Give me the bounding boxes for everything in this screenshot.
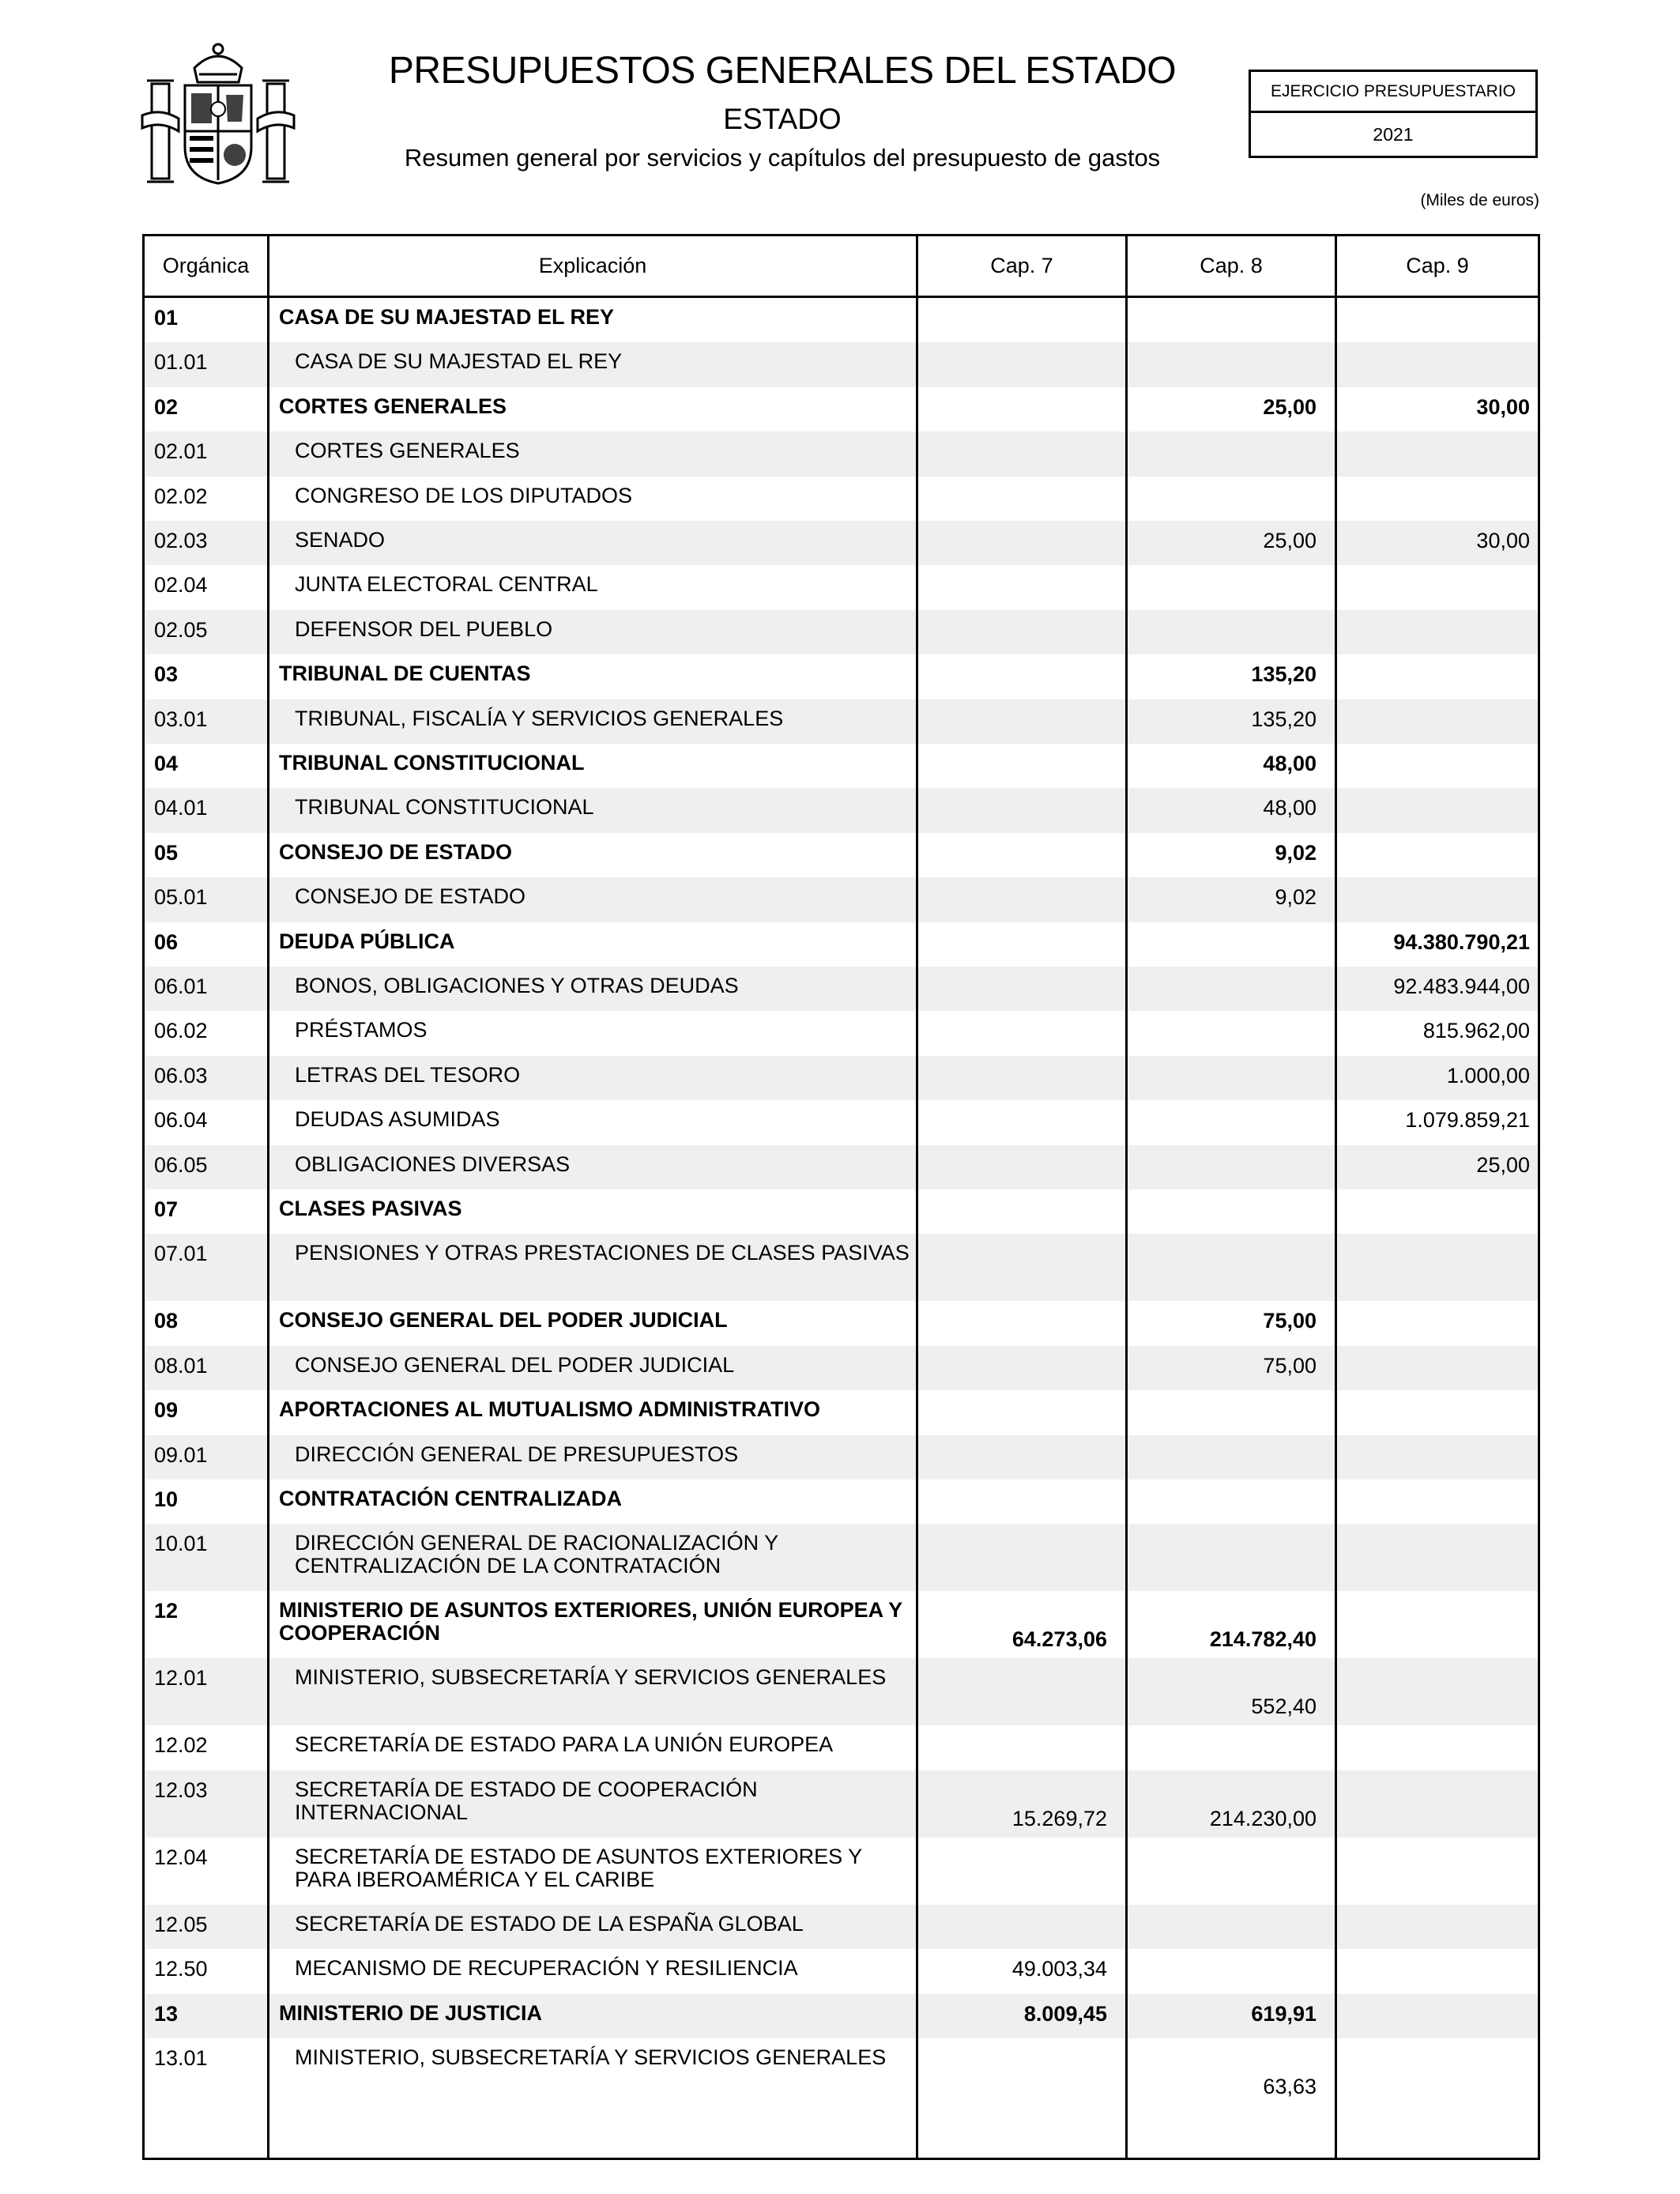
row-explanation: CORTES GENERALES [295, 439, 520, 463]
row-explanation: MINISTERIO, SUBSECRETARÍA Y SERVICIOS GENERALES [295, 2045, 887, 2069]
row-code: 06.05 [154, 1152, 208, 1177]
row-code: 05 [154, 840, 179, 865]
column-header-organica: Orgánica [162, 254, 250, 277]
row-explanation: CORTES GENERALES [279, 394, 507, 418]
row-explanation: MINISTERIO DE ASUNTOS EXTERIORES, UNIÓN EUROPEA Y COOPERACIÓN [279, 1598, 902, 1646]
table-body [145, 298, 1538, 2158]
column-divider [1335, 236, 1337, 2158]
row-explanation: BONOS, OBLIGACIONES Y OTRAS DEUDAS [295, 974, 739, 997]
row-code: 02 [154, 394, 179, 419]
row-explanation: MINISTERIO DE JUSTICIA [279, 2000, 543, 2025]
row-code: 13 [154, 2001, 179, 2026]
table-row [145, 1011, 1538, 1055]
row-code: 06 [154, 929, 179, 954]
table-row [145, 1905, 1538, 1949]
row-cap9-value: 815.962,00 [1422, 1019, 1530, 1043]
row-code: 02.03 [154, 529, 208, 552]
table-row [145, 788, 1538, 832]
row-code: 01.01 [154, 350, 208, 375]
row-explanation: OBLIGACIONES DIVERSAS [295, 1152, 571, 1176]
row-explanation: DIRECCIÓN GENERAL DE RACIONALIZACIÓN Y CENTRALIZACIÓN DE LA CONTRATACIÓN [295, 1531, 778, 1578]
row-explanation: SECRETARÍA DE ESTADO DE LA ESPAÑA GLOBAL [295, 1911, 804, 1936]
table-row [145, 1189, 1538, 1234]
row-code: 13.01 [154, 2046, 208, 2070]
fiscal-year-box [1249, 70, 1538, 158]
table-row [145, 922, 1538, 967]
row-code: 08.01 [154, 1353, 208, 1378]
row-code: 05.01 [154, 885, 208, 910]
row-code: 10 [154, 1487, 179, 1511]
table-row [145, 565, 1538, 609]
row-explanation: CASA DE SU MAJESTAD EL REY [279, 305, 615, 329]
table-row [145, 1480, 1538, 1524]
row-explanation: CASA DE SU MAJESTAD EL REY [295, 349, 623, 374]
row-cap9-value: 92.483.944,00 [1393, 974, 1530, 998]
row-code: 07.01 [154, 1242, 208, 1266]
table-header [145, 236, 1538, 298]
row-code: 12.03 [154, 1777, 208, 1802]
row-cap9-value: 1.079.859,21 [1405, 1108, 1530, 1133]
column-divider [1125, 236, 1128, 2158]
row-code: 02.02 [154, 484, 208, 508]
row-explanation: LETRAS DEL TESORO [295, 1062, 521, 1087]
row-cap8-value: 48,00 [1263, 752, 1317, 775]
document-description: Resumen general por servicios y capítulos del presupuesto de gastos [404, 144, 1161, 172]
table-row [145, 1346, 1538, 1390]
table-row [145, 877, 1538, 922]
row-cap7-value: 8.009,45 [1023, 2001, 1107, 2026]
column-header-cap8: Cap. 8 [1200, 254, 1263, 277]
column-header-cap9: Cap. 9 [1406, 254, 1469, 277]
row-code: 10.01 [154, 1532, 208, 1556]
fiscal-year-label: EJERCICIO PRESUPUESTARIO [1251, 72, 1535, 113]
table-row [145, 654, 1538, 699]
row-explanation: DIRECCIÓN GENERAL DE PRESUPUESTOS [295, 1442, 739, 1466]
row-code: 02.01 [154, 439, 208, 464]
table-row [145, 298, 1538, 342]
row-code: 07 [154, 1197, 179, 1221]
table-row [145, 1056, 1538, 1100]
row-cap8-value: 25,00 [1263, 529, 1317, 552]
table-row [145, 2038, 1538, 2105]
row-explanation: SENADO [295, 528, 386, 552]
table-row [145, 1725, 1538, 1770]
table-row [145, 1770, 1538, 1838]
row-explanation: CONSEJO GENERAL DEL PODER JUDICIAL [279, 1308, 728, 1333]
row-code: 09 [154, 1398, 179, 1423]
row-explanation: DEFENSOR DEL PUEBLO [295, 616, 553, 641]
row-explanation: SECRETARÍA DE ESTADO PARA LA UNIÓN EUROPEA [295, 1732, 834, 1757]
row-cap7-value: 49.003,34 [1011, 1957, 1107, 1981]
row-cap7-value: 64.273,06 [1011, 1627, 1107, 1652]
document-subtitle: ESTADO [723, 103, 842, 135]
row-explanation: CONSEJO DE ESTADO [295, 884, 526, 909]
row-cap9-value: 94.380.790,21 [1393, 929, 1530, 954]
table-row [145, 610, 1538, 654]
row-cap9-value: 30,00 [1476, 394, 1530, 419]
row-code: 02.05 [154, 617, 208, 642]
row-code: 12.02 [154, 1733, 208, 1758]
row-explanation: TRIBUNAL CONSTITUCIONAL [279, 751, 585, 775]
table-row [145, 477, 1538, 521]
row-cap7-value: 15.269,72 [1011, 1806, 1107, 1830]
row-explanation: JUNTA ELECTORAL CENTRAL [295, 572, 598, 597]
row-explanation: SECRETARÍA DE ESTADO DE COOPERACIÓN INTERNACIONAL [295, 1777, 758, 1824]
row-cap8-value: 9,02 [1275, 840, 1317, 865]
row-code: 06.01 [154, 974, 208, 998]
row-cap8-value: 214.230,00 [1209, 1806, 1317, 1830]
row-cap9-value: 30,00 [1476, 529, 1530, 552]
row-explanation: CLASES PASIVAS [279, 1197, 462, 1220]
table-row [145, 1145, 1538, 1189]
table-row [145, 1994, 1538, 2038]
row-cap8-value: 25,00 [1263, 394, 1317, 419]
row-code: 04 [154, 752, 179, 775]
budget-table [142, 234, 1540, 2160]
row-cap9-value: 1.000,00 [1446, 1063, 1530, 1088]
row-explanation: DEUDAS ASUMIDAS [295, 1107, 500, 1132]
table-row [145, 1658, 1538, 1725]
row-explanation: PENSIONES Y OTRAS PRESTACIONES DE CLASES PASIVAS [295, 1241, 910, 1265]
row-cap9-value: 25,00 [1476, 1152, 1530, 1177]
table-row [145, 1390, 1538, 1434]
fiscal-year-value: 2021 [1373, 124, 1414, 145]
column-divider [916, 236, 918, 2158]
row-cap8-value: 63,63 [1263, 2075, 1317, 2098]
table-row [145, 1591, 1538, 1658]
row-explanation: CONSEJO DE ESTADO [279, 839, 513, 864]
row-explanation: TRIBUNAL DE CUENTAS [279, 662, 531, 686]
row-explanation: MECANISMO DE RECUPERACIÓN Y RESILIENCIA [295, 1956, 798, 1981]
row-code: 12.05 [154, 1912, 208, 1936]
row-code: 06.04 [154, 1108, 208, 1133]
column-header-cap7: Cap. 7 [990, 254, 1053, 277]
table-row [145, 1234, 1538, 1301]
row-code: 06.02 [154, 1019, 208, 1043]
row-cap8-value: 552,40 [1251, 1695, 1317, 1719]
units-note: (Miles de euros) [1420, 191, 1539, 209]
table-row [145, 699, 1538, 744]
row-cap8-value: 214.782,40 [1209, 1627, 1317, 1652]
row-code: 03.01 [154, 707, 208, 731]
row-explanation: DEUDA PÚBLICA [279, 929, 455, 953]
table-row [145, 1100, 1538, 1144]
document-title: PRESUPUESTOS GENERALES DEL ESTADO [388, 50, 1177, 92]
row-explanation: CONSEJO GENERAL DEL PODER JUDICIAL [295, 1352, 735, 1377]
table-row [145, 1524, 1538, 1591]
table-row [145, 1301, 1538, 1345]
row-explanation: PRÉSTAMOS [295, 1018, 428, 1042]
coat-of-arms-logo [139, 36, 297, 193]
table-row [145, 967, 1538, 1011]
row-code: 04.01 [154, 796, 208, 820]
row-explanation: CONTRATACIÓN CENTRALIZADA [279, 1487, 622, 1510]
row-explanation: APORTACIONES AL MUTUALISMO ADMINISTRATIVO [279, 1397, 820, 1422]
row-code: 09.01 [154, 1442, 208, 1467]
row-cap8-value: 9,02 [1275, 885, 1317, 910]
table-row [145, 833, 1538, 877]
table-row [145, 1838, 1538, 1905]
column-divider [267, 236, 269, 2158]
table-row [145, 744, 1538, 788]
row-explanation: TRIBUNAL CONSTITUCIONAL [295, 795, 594, 820]
table-row [145, 521, 1538, 565]
row-code: 03 [154, 662, 179, 687]
column-header-explicacion: Explicación [538, 254, 647, 277]
row-cap8-value: 619,91 [1251, 2001, 1317, 2026]
row-cap8-value: 135,20 [1251, 662, 1317, 687]
row-explanation: SECRETARÍA DE ESTADO DE ASUNTOS EXTERIORES Y PARA IBEROAMÉRICA Y EL CARIBE [295, 1844, 862, 1891]
row-cap8-value: 75,00 [1263, 1353, 1317, 1378]
row-explanation: CONGRESO DE LOS DIPUTADOS [295, 483, 633, 507]
table-row [145, 432, 1538, 476]
row-code: 06.03 [154, 1063, 208, 1088]
row-code: 02.04 [154, 573, 208, 598]
table-row [145, 1949, 1538, 1993]
table-row [145, 1435, 1538, 1480]
row-code: 12 [154, 1599, 179, 1623]
row-explanation: MINISTERIO, SUBSECRETARÍA Y SERVICIOS GENERALES [295, 1665, 887, 1690]
row-cap8-value: 48,00 [1263, 796, 1317, 820]
row-cap8-value: 135,20 [1251, 707, 1317, 731]
row-code: 08 [154, 1309, 179, 1333]
table-row [145, 387, 1538, 432]
row-explanation: TRIBUNAL, FISCALÍA Y SERVICIOS GENERALES [295, 706, 784, 730]
row-code: 01 [154, 306, 179, 330]
table-row [145, 342, 1538, 386]
row-cap8-value: 75,00 [1263, 1309, 1317, 1333]
row-code: 12.01 [154, 1666, 208, 1691]
row-code: 12.04 [154, 1845, 208, 1869]
row-code: 12.50 [154, 1957, 208, 1981]
